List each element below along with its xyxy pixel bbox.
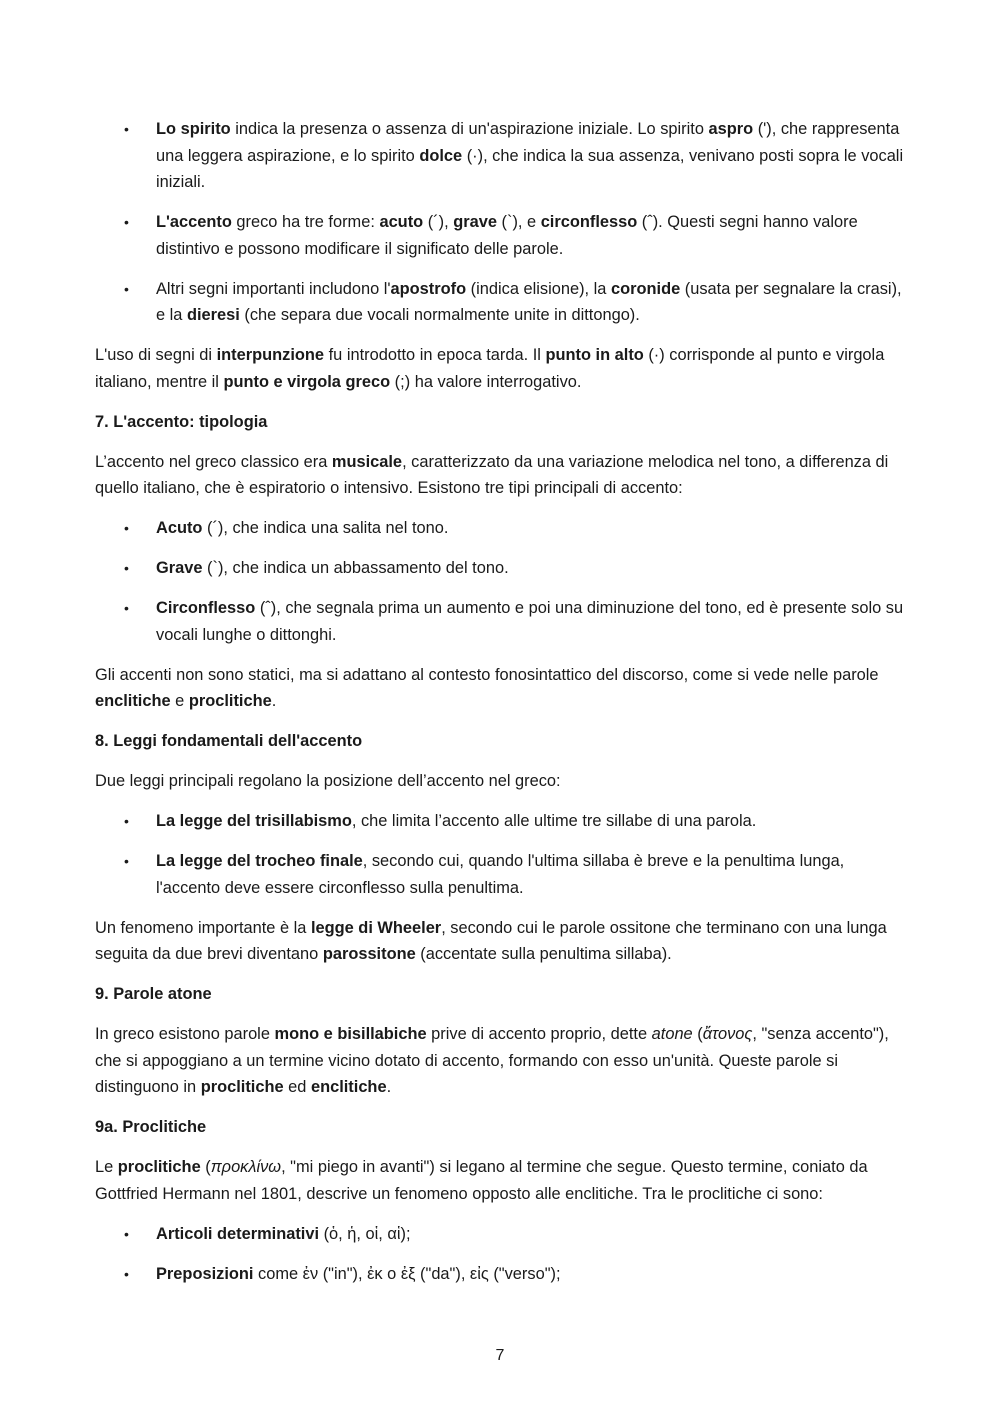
text-run: ed [283,1078,311,1096]
bullet-list [95,515,910,648]
text-run: (;) ha valore interrogativo. [390,372,582,391]
bullet-list [95,116,910,329]
bold-text: Articoli determinativi [156,1224,320,1243]
paragraph [95,342,910,395]
bold-text: circonflesso [540,213,638,231]
bold-text: La legge del trisillabismo [156,812,352,830]
bold-text: dolce [419,146,463,165]
bold-text: enclitiche [310,1078,387,1096]
bold-text: apostrofo [390,279,467,298]
text-run: , secondo cui, quando l'ultima sillaba è breve e la penultima lunga, l'accento deve essere circonflesso sulla penultima. [156,852,845,897]
bold-text: mono e bisillabiche [274,1025,427,1043]
text-run: (che separa due vocali normalmente unite in dittongo). [239,306,640,324]
paragraph [95,1154,910,1207]
text-run: (`), che indica un abbassamento del tono. [202,559,509,577]
list-item [95,1261,910,1288]
bullet-list [95,808,910,901]
list-item [95,595,910,648]
text-run: Le [95,1158,118,1176]
bullet-list [95,1221,910,1288]
text-run: , secondo cui le parole ossitone che terminano con una lunga seguita da due brevi diventano [95,918,887,963]
bold-text: Acuto [156,519,203,537]
page-number: 7 [495,1347,505,1364]
text-run: . [386,1078,392,1096]
list-item [95,1221,910,1248]
list-item [95,515,910,542]
bold-text: parossitone [322,945,416,963]
text-run: ( [692,1025,703,1043]
list-item [95,276,910,329]
text-run: Un fenomeno importante è la [95,918,311,937]
bold-text: punto e virgola greco [223,372,391,391]
text-run: (indica elisione), la [466,279,611,298]
section-heading: 9a. Proclitiche [95,1118,207,1136]
bold-text: interpunzione [216,346,325,364]
text-run: ( [200,1158,211,1176]
text-run: (´), che indica una salita nel tono. [202,519,449,537]
bold-text: proclitiche [188,692,272,710]
text-run: (`), e [496,213,541,231]
text-run: L’accento nel greco classico era [95,452,332,471]
text-run: Due leggi principali regolano la posizione dell’accento nel greco: [95,772,561,790]
bold-text: enclitiche [95,692,171,710]
bold-text: Lo spirito [156,120,231,138]
bold-text: L'accento [156,213,232,231]
text-run: (·) corrisponde al punto e virgola italiano, mentre il [95,346,885,391]
bold-text: Preposizioni [156,1264,254,1283]
text-run: L'uso di segni di [95,346,217,364]
text-run: (usata per segnalare la crasi), e la [156,279,902,324]
bold-text: coronide [610,279,681,298]
bold-text: Grave [156,559,203,577]
text-run: (ˆ). Questi segni hanno valore distintivo e possono modificare il significato delle parole. [156,213,858,258]
list-item [95,555,910,582]
text-run: (´), [423,213,454,231]
list-item [95,209,910,262]
italic-text: προκλίνω [210,1158,282,1176]
bold-text: proclitiche [117,1158,201,1176]
italic-text: ἄτονος [702,1025,753,1043]
text-run: , "senza accento"), che si appoggiano a un termine vicino dotato di accento, formando con esso un'unità. Queste parole si distinguono in [95,1025,889,1096]
text-run: (ὁ, ἡ, οἱ, αἱ); [319,1224,411,1243]
bold-text: grave [453,213,497,231]
text-run: , "mi piego in avanti") si legano al termine che segue. Questo termine, coniato da Gottfried Hermann nel 1801, descrive un fenomeno opposto alle enclitiche. Tra le proclitiche ci sono: [95,1158,868,1203]
text-run: ('), che rappresenta una leggera aspirazione, e lo spirito [156,120,900,165]
bold-text: proclitiche [200,1078,284,1096]
section-heading: 8. Leggi fondamentali dell'accento [95,732,363,750]
text-run: prive di accento proprio, dette [426,1025,652,1043]
paragraph [95,449,910,502]
list-item [95,808,910,835]
paragraph [95,768,910,795]
bold-text: La legge del trocheo finale [156,852,363,870]
text-run: fu introdotto in epoca tarda. Il [324,346,546,364]
italic-text: atone [651,1025,693,1043]
text-run: Gli accenti non sono statici, ma si adattano al contesto fonosintattico del discorso, come si vede nelle parole [95,665,879,684]
bold-text: musicale [331,452,403,471]
paragraph [95,1021,910,1101]
text-run: (ˆ), che segnala prima un aumento e poi una diminuzione del tono, ed è presente solo su vocali lunghe o dittonghi. [156,599,904,644]
text-run: (accentate sulla penultima sillaba). [415,945,672,963]
bold-text: aspro [708,120,754,138]
text-run: . [271,692,277,710]
text-run: (·), che indica la sua assenza, venivano posti sopra le vocali iniziali. [156,146,904,191]
text-run: greco ha tre forme: [231,213,380,231]
section-heading: 7. L'accento: tipologia [95,412,268,431]
section-heading: 9. Parole atone [95,985,212,1003]
text-run: indica la presenza o assenza di un'aspirazione iniziale. Lo spirito [230,120,709,138]
text-run: , che limita l’accento alle ultime tre sillabe di una parola. [351,812,757,830]
bold-text: dieresi [186,306,240,324]
bold-text: punto in alto [545,346,644,364]
page-content [95,116,910,1301]
text-run: come ἐν ("in"), ἐκ o ἐξ ("da"), εἰς ("verso"); [253,1264,561,1283]
text-run: e [170,692,189,710]
list-item [95,116,910,196]
text-run: , caratterizzato da una variazione melodica nel tono, a differenza di quello italiano, che è espiratorio o intensivo. Esistono tre tipi principali di accento: [95,452,889,497]
bold-text: legge di Wheeler [310,918,442,937]
text-run: In greco esistono parole [95,1025,275,1043]
paragraph [95,662,910,715]
bold-text: acuto [379,213,424,231]
bold-text: Circonflesso [156,599,256,617]
paragraph [95,915,910,968]
text-run: Altri segni importanti includono l' [156,279,391,298]
list-item [95,848,910,901]
